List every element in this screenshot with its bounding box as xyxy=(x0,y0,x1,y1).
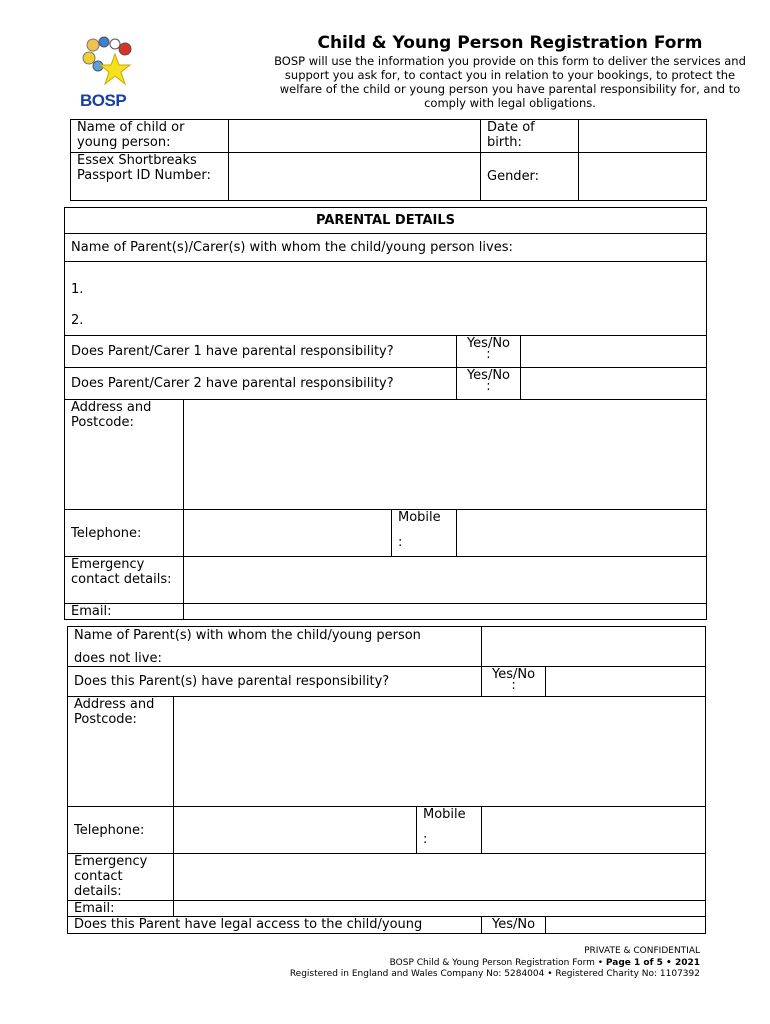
child-details-table xyxy=(70,119,707,201)
footer-registration: Registered in England and Wales Company No: 5284004 • Registered Charity No: 1107392 xyxy=(289,969,700,979)
non-resident-emergency-label: Emergency contact details: xyxy=(68,854,174,901)
address-label: Address and Postcode: xyxy=(65,400,184,510)
gender-field[interactable] xyxy=(579,153,707,201)
dob-label: Date of birth: xyxy=(481,120,579,153)
non-resident-emergency-field[interactable] xyxy=(174,854,706,901)
dob-field[interactable] xyxy=(579,120,707,153)
non-resident-address-field[interactable] xyxy=(174,697,706,807)
footer xyxy=(290,946,700,981)
mobile-label: Mobile : xyxy=(392,510,457,557)
child-name-field[interactable] xyxy=(229,120,481,153)
parent-1-responsibility-question: Does Parent/Carer 1 have parental responsibility? xyxy=(65,336,457,368)
parent-2-yes-no-label: Yes/No : xyxy=(457,368,521,400)
footer-page-info: BOSP Child & Young Person Registration Form • Page 1 of 5 • 2021 xyxy=(389,957,700,968)
email-field[interactable] xyxy=(184,604,707,620)
parent-1-yes-no-label: Yes/No : xyxy=(457,336,521,368)
page-title: Child & Young Person Registration Form xyxy=(317,33,703,53)
intro-paragraph: BOSP will use the information you provide on this form to deliver the services and support you ask for, to contact you in relation to your bookings, to protect the welfare of the child or young person you have parental responsibility for, and to comply with legal obligations. xyxy=(274,54,746,110)
parent-2-line: 2. xyxy=(71,313,84,328)
logo-text: BOSP xyxy=(80,91,127,110)
footer-confidential: PRIVATE & CONFIDENTIAL xyxy=(584,946,700,956)
non-resident-name-label: Name of Parent(s) with whom the child/young person does not live: xyxy=(68,627,482,667)
parental-details-heading: PARENTAL DETAILS xyxy=(65,208,707,234)
parent-2-yes-no-field[interactable] xyxy=(521,368,707,400)
passport-id-field[interactable] xyxy=(229,153,481,201)
non-resident-mobile-label: Mobile : xyxy=(417,807,482,854)
non-resident-responsibility-question: Does this Parent(s) have parental responsibility? xyxy=(68,667,482,697)
legal-access-yes-no-field[interactable] xyxy=(546,917,706,934)
mobile-field[interactable] xyxy=(457,510,707,557)
passport-id-label: Essex Shortbreaks Passport ID Number: xyxy=(71,153,229,201)
lives-with-names-field[interactable] xyxy=(65,262,707,336)
non-resident-yes-no-label: Yes/No : xyxy=(482,667,546,697)
child-name-label: Name of child or young person: xyxy=(71,120,229,153)
non-resident-yes-no-field[interactable] xyxy=(546,667,706,697)
non-resident-email-label: Email: xyxy=(68,901,174,917)
emergency-contact-field[interactable] xyxy=(184,557,707,604)
parental-details-table xyxy=(64,207,707,620)
parent-1-yes-no-field[interactable] xyxy=(521,336,707,368)
gender-label: Gender: xyxy=(481,153,579,201)
non-resident-email-field[interactable] xyxy=(174,901,706,917)
non-resident-telephone-label: Telephone: xyxy=(68,807,174,854)
non-resident-mobile-field[interactable] xyxy=(482,807,706,854)
non-resident-address-label: Address and Postcode: xyxy=(68,697,174,807)
telephone-label: Telephone: xyxy=(65,510,184,557)
non-resident-name-field[interactable] xyxy=(482,627,706,667)
non-resident-telephone-field[interactable] xyxy=(174,807,417,854)
parent-2-responsibility-question: Does Parent/Carer 2 have parental responsibility? xyxy=(65,368,457,400)
address-field[interactable] xyxy=(184,400,707,510)
email-label: Email: xyxy=(65,604,184,620)
lives-with-label: Name of Parent(s)/Carer(s) with whom the child/young person lives: xyxy=(65,234,707,262)
non-resident-parent-table xyxy=(67,626,706,934)
legal-access-question: Does this Parent have legal access to the child/young xyxy=(68,917,482,934)
legal-access-yes-no-label: Yes/No xyxy=(482,917,546,934)
telephone-field[interactable] xyxy=(184,510,392,557)
emergency-contact-label: Emergency contact details: xyxy=(65,557,184,604)
parent-1-line: 1. xyxy=(71,282,84,297)
